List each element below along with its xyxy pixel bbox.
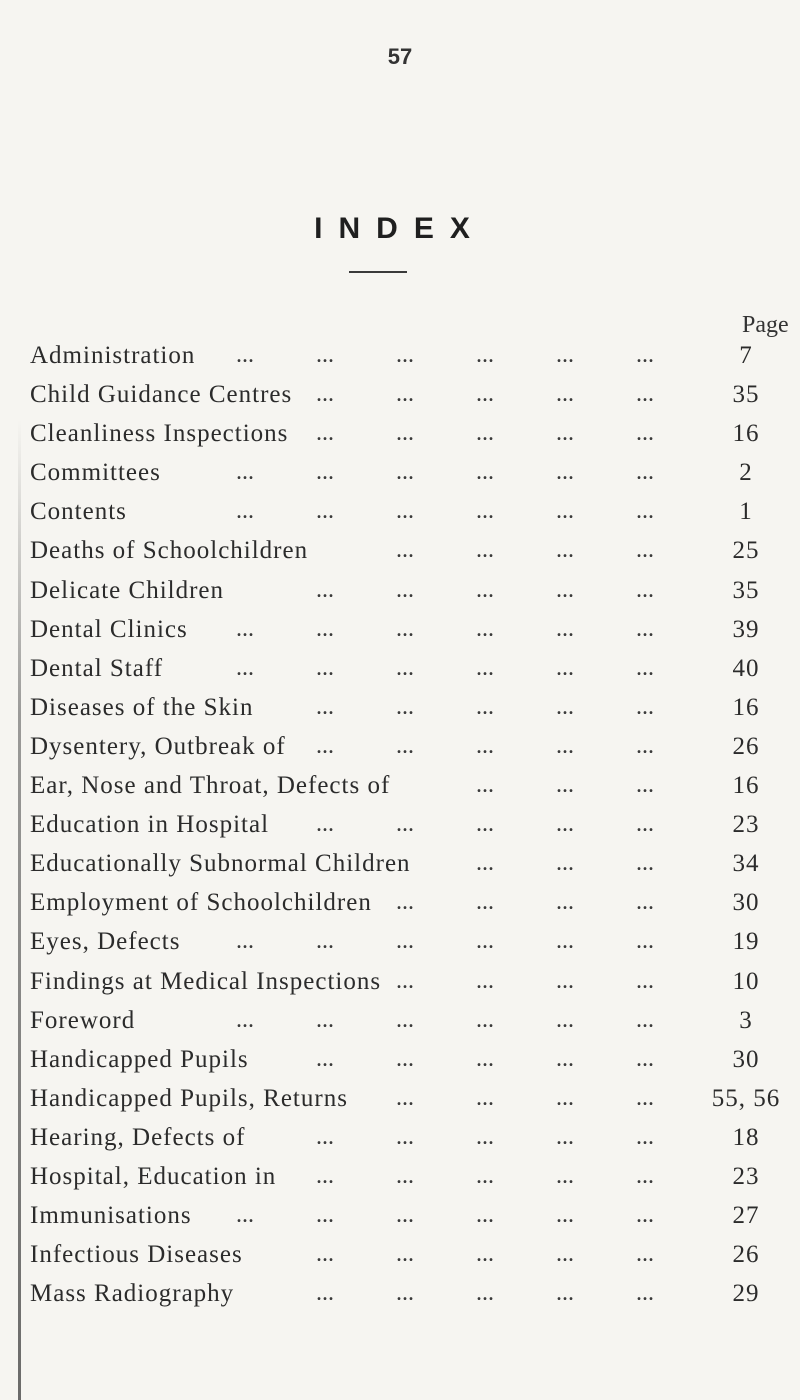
leader-dot: ... — [556, 459, 574, 486]
leader-dot: ... — [396, 615, 414, 642]
leader-dot: ... — [636, 498, 654, 525]
leader-dot: ... — [476, 732, 494, 759]
leader-dot: ... — [636, 928, 654, 955]
index-entry-label: Foreword — [30, 1006, 136, 1034]
leader-dot: ... — [476, 459, 494, 486]
leader-dot: ... — [556, 537, 574, 564]
leader-dot: ... — [476, 811, 494, 838]
leader-dot: ... — [396, 1123, 414, 1150]
leader-dot: ... — [396, 967, 414, 994]
index-entry-page: 26 — [732, 1241, 760, 1269]
index-entry-page: 30 — [732, 889, 760, 917]
page-column-header: Page — [742, 312, 789, 338]
leader-dot: ... — [316, 1280, 334, 1307]
leader-dot: ... — [476, 1241, 494, 1268]
leader-dot: ... — [636, 1202, 654, 1229]
leader-dot: ... — [396, 732, 414, 759]
index-entry-contents — [0, 492, 800, 531]
leader-dot: ... — [396, 381, 414, 408]
leader-dot: ... — [556, 1123, 574, 1150]
index-entry-page: 34 — [732, 850, 760, 878]
index-entry-label: Diseases of the Skin — [30, 693, 254, 721]
index-entry-label: Mass Radiography — [30, 1280, 235, 1308]
index-entry-label: Handicapped Pupils, Returns — [30, 1084, 348, 1112]
index-entry-page: 1 — [739, 498, 753, 526]
leader-dot: ... — [556, 1241, 574, 1268]
index-entry-label: Ear, Nose and Throat, Defects of — [30, 772, 391, 800]
index-entry-label: Dental Staff — [30, 654, 164, 682]
leader-dot: ... — [396, 1045, 414, 1072]
index-entry-mass-radiography — [0, 1274, 800, 1313]
index-entry-page: 25 — [732, 537, 760, 565]
leader-dot: ... — [316, 1006, 334, 1033]
leader-dot: ... — [396, 889, 414, 916]
leader-dot: ... — [636, 693, 654, 720]
leader-dot: ... — [476, 342, 494, 368]
leader-dot: ... — [476, 381, 494, 408]
leader-dot: ... — [556, 772, 574, 799]
index-entry-label: Handicapped Pupils — [30, 1045, 249, 1073]
leader-dot: ... — [316, 1241, 334, 1268]
index-entry-label: Dental Clinics — [30, 615, 188, 643]
index-entry-dental-staff — [0, 649, 800, 688]
leader-dot: ... — [316, 615, 334, 642]
leader-dot: ... — [636, 420, 654, 447]
index-entry-page: 2 — [739, 459, 753, 487]
index-entry-label: Hospital, Education in — [30, 1162, 277, 1190]
index-entry-findings-at-medical-inspections — [0, 962, 800, 1001]
leader-dot: ... — [236, 342, 254, 368]
leader-dot: ... — [556, 1045, 574, 1072]
leader-dot: ... — [316, 1045, 334, 1072]
index-entry-education-in-hospital — [0, 805, 800, 844]
leader-dot: ... — [556, 1202, 574, 1229]
leader-dot: ... — [476, 928, 494, 955]
leader-dot: ... — [396, 1006, 414, 1033]
leader-dot: ... — [476, 654, 494, 681]
index-entry-child-guidance-centres — [0, 375, 800, 414]
index-entry-label: Findings at Medical Inspections — [30, 967, 382, 995]
leader-dot: ... — [316, 693, 334, 720]
leader-dot: ... — [396, 654, 414, 681]
index-entry-label: Immunisations — [30, 1202, 192, 1230]
index-entry-label: Delicate Children — [30, 576, 225, 604]
leader-dot: ... — [316, 420, 334, 447]
leader-dot: ... — [396, 537, 414, 564]
leader-dot: ... — [476, 850, 494, 877]
leader-dot: ... — [396, 498, 414, 525]
index-entry-hearing-defects-of — [0, 1118, 800, 1157]
index-entry-educationally-subnormal-children — [0, 844, 800, 883]
leader-dot: ... — [236, 1006, 254, 1033]
leader-dot: ... — [636, 889, 654, 916]
index-entry-label: Infectious Diseases — [30, 1241, 243, 1269]
leader-dot: ... — [476, 576, 494, 603]
index-entry-page: 10 — [732, 967, 760, 995]
index-entry-page: 27 — [732, 1202, 760, 1230]
leader-dot: ... — [556, 693, 574, 720]
leader-dot: ... — [636, 576, 654, 603]
leader-dot: ... — [476, 1280, 494, 1307]
leader-dot: ... — [556, 1006, 574, 1033]
leader-dot: ... — [556, 576, 574, 603]
index-entry-hospital-education-in — [0, 1157, 800, 1196]
leader-dot: ... — [556, 654, 574, 681]
index-entry-label: Employment of Schoolchildren — [30, 889, 372, 917]
leader-dot: ... — [476, 693, 494, 720]
leader-dot: ... — [636, 1045, 654, 1072]
leader-dot: ... — [476, 1006, 494, 1033]
index-entry-page: 16 — [732, 772, 760, 800]
index-entry-page: 23 — [732, 811, 760, 839]
page-title: INDEX — [314, 212, 486, 245]
leader-dot: ... — [556, 1280, 574, 1307]
index-list — [0, 336, 800, 1313]
leader-dot: ... — [556, 732, 574, 759]
leader-dot: ... — [316, 459, 334, 486]
leader-dot: ... — [636, 1006, 654, 1033]
leader-dot: ... — [476, 1123, 494, 1150]
leader-dot: ... — [236, 928, 254, 955]
index-entry-delicate-children — [0, 571, 800, 610]
leader-dot: ... — [236, 615, 254, 642]
page-number: 57 — [387, 44, 413, 69]
leader-dot: ... — [556, 889, 574, 916]
leader-dot: ... — [316, 1123, 334, 1150]
leader-dot: ... — [476, 1162, 494, 1189]
index-entry-ear-nose-and-throat-defects-of — [0, 766, 800, 805]
leader-dot: ... — [236, 654, 254, 681]
leader-dot: ... — [636, 342, 654, 368]
index-entry-page: 26 — [732, 732, 760, 760]
leader-dot: ... — [636, 732, 654, 759]
index-entry-page: 7 — [739, 342, 753, 369]
index-entry-infectious-diseases — [0, 1235, 800, 1274]
leader-dot: ... — [396, 459, 414, 486]
leader-dot: ... — [636, 1241, 654, 1268]
leader-dot: ... — [236, 459, 254, 486]
index-entry-label: Committees — [30, 459, 161, 487]
leader-dot: ... — [636, 381, 654, 408]
leader-dot: ... — [556, 967, 574, 994]
leader-dot: ... — [236, 1202, 254, 1229]
leader-dot: ... — [636, 811, 654, 838]
index-entry-page: 40 — [732, 654, 760, 682]
index-entry-label: Eyes, Defects — [30, 928, 181, 956]
leader-dot: ... — [556, 1162, 574, 1189]
index-entry-cleanliness-inspections — [0, 414, 800, 453]
index-entry-page: 16 — [732, 420, 760, 448]
leader-dot: ... — [636, 615, 654, 642]
leader-dot: ... — [396, 420, 414, 447]
leader-dot: ... — [476, 615, 494, 642]
index-entry-label: Cleanliness Inspections — [30, 420, 289, 448]
index-entry-administration — [0, 336, 800, 375]
leader-dot: ... — [476, 1045, 494, 1072]
leader-dot: ... — [636, 850, 654, 877]
index-entry-committees — [0, 453, 800, 492]
leader-dot: ... — [316, 732, 334, 759]
leader-dot: ... — [476, 1202, 494, 1229]
leader-dot: ... — [556, 381, 574, 408]
index-entry-page: 35 — [732, 381, 760, 409]
leader-dot: ... — [556, 1084, 574, 1111]
index-entry-label: Child Guidance Centres — [30, 381, 293, 409]
leader-dot: ... — [636, 967, 654, 994]
leader-dot: ... — [476, 537, 494, 564]
leader-dot: ... — [396, 1241, 414, 1268]
index-entry-page: 3 — [739, 1006, 753, 1034]
index-entry-eyes-defects — [0, 922, 800, 961]
leader-dot: ... — [556, 615, 574, 642]
leader-dot: ... — [396, 693, 414, 720]
title-rule — [349, 271, 407, 273]
leader-dot: ... — [396, 1202, 414, 1229]
leader-dot: ... — [476, 420, 494, 447]
leader-dot: ... — [316, 811, 334, 838]
index-entry-dysentery-outbreak-of — [0, 727, 800, 766]
index-entry-page: 16 — [732, 693, 760, 721]
index-entry-page: 29 — [732, 1280, 760, 1308]
leader-dot: ... — [556, 342, 574, 368]
index-entry-immunisations — [0, 1196, 800, 1235]
leader-dot: ... — [316, 498, 334, 525]
leader-dot: ... — [396, 342, 414, 368]
leader-dot: ... — [396, 811, 414, 838]
leader-dot: ... — [636, 772, 654, 799]
index-entry-page: 35 — [732, 576, 760, 604]
leader-dot: ... — [396, 928, 414, 955]
leader-dot: ... — [636, 1123, 654, 1150]
leader-dot: ... — [236, 498, 254, 525]
leader-dot: ... — [476, 498, 494, 525]
index-entry-deaths-of-schoolchildren — [0, 531, 800, 570]
leader-dot: ... — [636, 1280, 654, 1307]
leader-dot: ... — [316, 342, 334, 368]
leader-dot: ... — [556, 928, 574, 955]
leader-dot: ... — [316, 1162, 334, 1189]
leader-dot: ... — [396, 1162, 414, 1189]
leader-dot: ... — [396, 1280, 414, 1307]
leader-dot: ... — [476, 1084, 494, 1111]
leader-dot: ... — [476, 967, 494, 994]
index-entry-label: Administration — [30, 342, 196, 369]
leader-dot: ... — [396, 1084, 414, 1111]
index-entry-label: Education in Hospital — [30, 811, 270, 839]
index-entry-label: Hearing, Defects of — [30, 1123, 246, 1151]
leader-dot: ... — [316, 928, 334, 955]
index-entry-diseases-of-the-skin — [0, 688, 800, 727]
index-entry-page: 55, 56 — [711, 1084, 781, 1112]
index-entry-dental-clinics — [0, 610, 800, 649]
index-entry-handicapped-pupils — [0, 1040, 800, 1079]
leader-dot: ... — [316, 576, 334, 603]
leader-dot: ... — [316, 654, 334, 681]
leader-dot: ... — [636, 1162, 654, 1189]
leader-dot: ... — [556, 850, 574, 877]
index-entry-label: Contents — [30, 498, 127, 526]
index-entry-employment-of-schoolchildren — [0, 883, 800, 922]
leader-dot: ... — [556, 498, 574, 525]
index-entry-page: 30 — [732, 1045, 760, 1073]
index-entry-page: 23 — [732, 1162, 760, 1190]
leader-dot: ... — [636, 1084, 654, 1111]
leader-dot: ... — [556, 420, 574, 447]
leader-dot: ... — [636, 537, 654, 564]
leader-dot: ... — [316, 381, 334, 408]
leader-dot: ... — [476, 889, 494, 916]
leader-dot: ... — [476, 772, 494, 799]
leader-dot: ... — [316, 1202, 334, 1229]
index-entry-label: Deaths of Schoolchildren — [30, 537, 309, 565]
index-entry-page: 19 — [732, 928, 760, 956]
leader-dot: ... — [556, 811, 574, 838]
leader-dot: ... — [636, 459, 654, 486]
index-entry-label: Educationally Subnormal Children — [30, 850, 411, 878]
index-entry-foreword — [0, 1001, 800, 1040]
leader-dot: ... — [396, 576, 414, 603]
index-entry-handicapped-pupils-returns — [0, 1079, 800, 1118]
index-entry-page: 39 — [732, 615, 760, 643]
index-entry-label: Dysentery, Outbreak of — [30, 732, 286, 760]
leader-dot: ... — [636, 654, 654, 681]
index-entry-page: 18 — [732, 1123, 760, 1151]
